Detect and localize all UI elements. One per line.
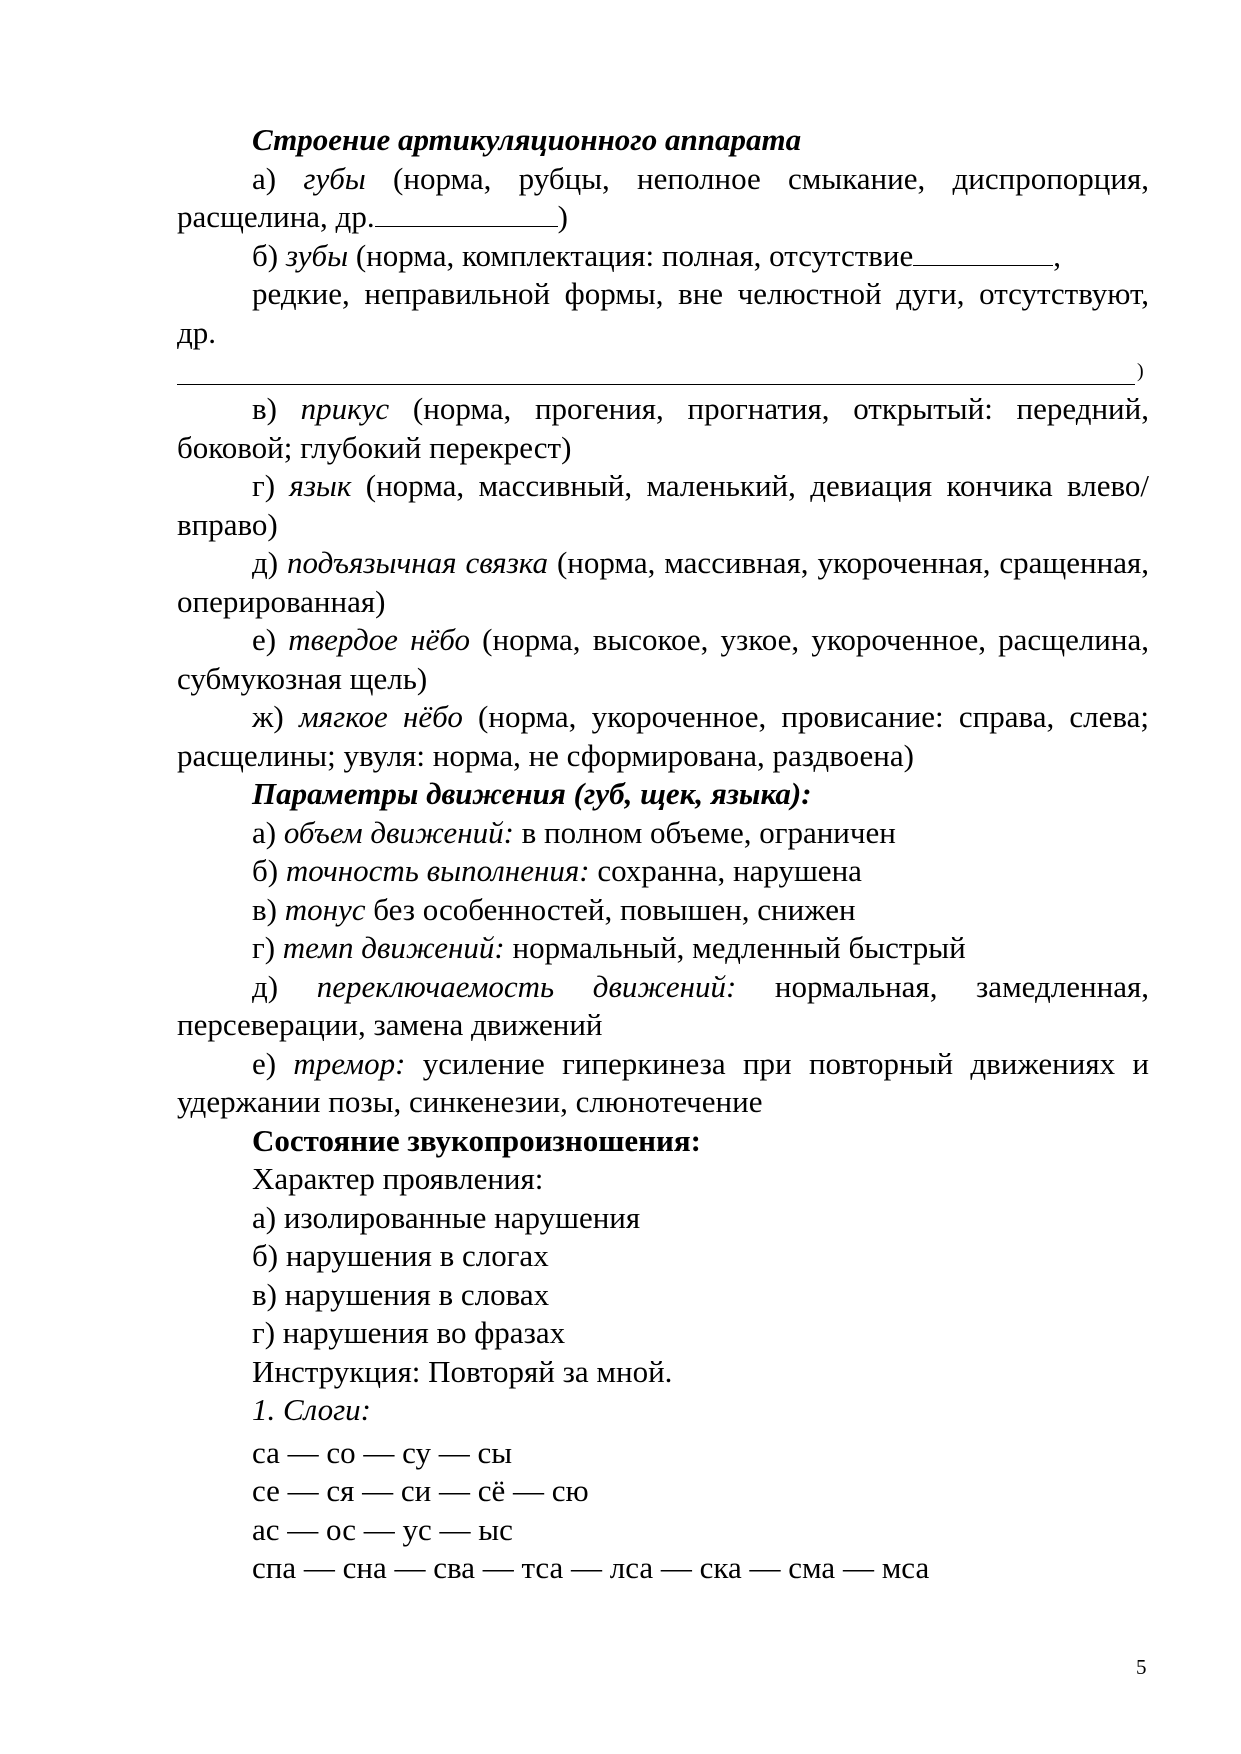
item-lips: а) губы (норма, рубцы, неполное смыкание, диспропорция, расщелина, др. ) xyxy=(177,160,1149,234)
syllable-row: са — со — су — сы xyxy=(252,1434,513,1470)
item-frenum: д) подъязычная связка (норма, массивная, укороченная, сращенная, оперированная) xyxy=(177,545,1149,619)
teeth-fill-blank xyxy=(913,239,1053,266)
item-teeth: б) зубы (норма, комплектация: полная, отсутствие , xyxy=(252,237,1062,273)
movement-item: е) тремор: усиление гиперкинеза при повторный движениях и удержании позы, синкенезии, слюнотечение xyxy=(177,1045,1149,1119)
movement-item: а) объем движений: в полном объеме, ограничен xyxy=(252,814,896,850)
sound-item: в) нарушения в словах xyxy=(252,1276,550,1312)
movement-item: б) точность выполнения: сохранна, нарушена xyxy=(252,853,862,888)
sound-item: а) изолированные нарушения xyxy=(252,1199,641,1235)
item-hard-palate: е) твердое нёбо (норма, высокое, узкое, укороченное, расщелина, субмукозная щель) xyxy=(177,622,1149,696)
syllable-row: се — ся — си — сё — сю xyxy=(252,1473,589,1508)
movement-item: г) темп движений: нормальный, медленный быстрый xyxy=(252,930,966,965)
answer-rule xyxy=(177,356,1135,385)
heading-movement: Параметры движения (губ, щек, языка): xyxy=(252,776,812,811)
heading-articulation: Строение артикуляционного аппарата xyxy=(252,122,802,157)
item-tongue: г) язык (норма, массивный, маленький, девиация кончика влево/ вправо) xyxy=(177,468,1149,542)
syllables-heading: 1. Слоги: xyxy=(252,1392,371,1427)
syllable-row: спа — сна — сва — тса — лса — ска — сма — мса xyxy=(252,1550,930,1585)
instruction: Инструкция: Повторяй за мной. xyxy=(252,1353,673,1389)
heading-sound: Состояние звукопроизношения: xyxy=(252,1122,702,1158)
page-number: 5 xyxy=(1136,1655,1147,1679)
lips-fill-blank xyxy=(375,200,558,227)
page-content xyxy=(177,121,1149,1588)
item-teeth-continued: редкие, неправильной формы, вне челюстной дуги, отсутствуют, др. xyxy=(177,276,1149,350)
sound-item: б) нарушения в слогах xyxy=(252,1238,549,1273)
sound-item: г) нарушения во фразах xyxy=(252,1315,566,1350)
manifestation-label: Характер проявления: xyxy=(252,1161,544,1196)
movement-item: д) переключаемость движений: нормальная, замедленная, персеверации, замена движений xyxy=(177,968,1149,1042)
item-soft-palate: ж) мягкое нёбо (норма, укороченное, провисание: справа, слева; расщелины; увуля: норма, не сформирована, раздвоена) xyxy=(177,699,1149,773)
movement-item: в) тонус без особенностей, повышен, снижен xyxy=(252,891,856,927)
item-bite: в) прикус (норма, прогения, прогнатия, открытый: передний, боковой; глубокий перекрест) xyxy=(177,391,1149,465)
syllable-row: ас — ос — ус — ыс xyxy=(252,1511,513,1547)
teeth-answer-line: ) xyxy=(177,352,1149,390)
